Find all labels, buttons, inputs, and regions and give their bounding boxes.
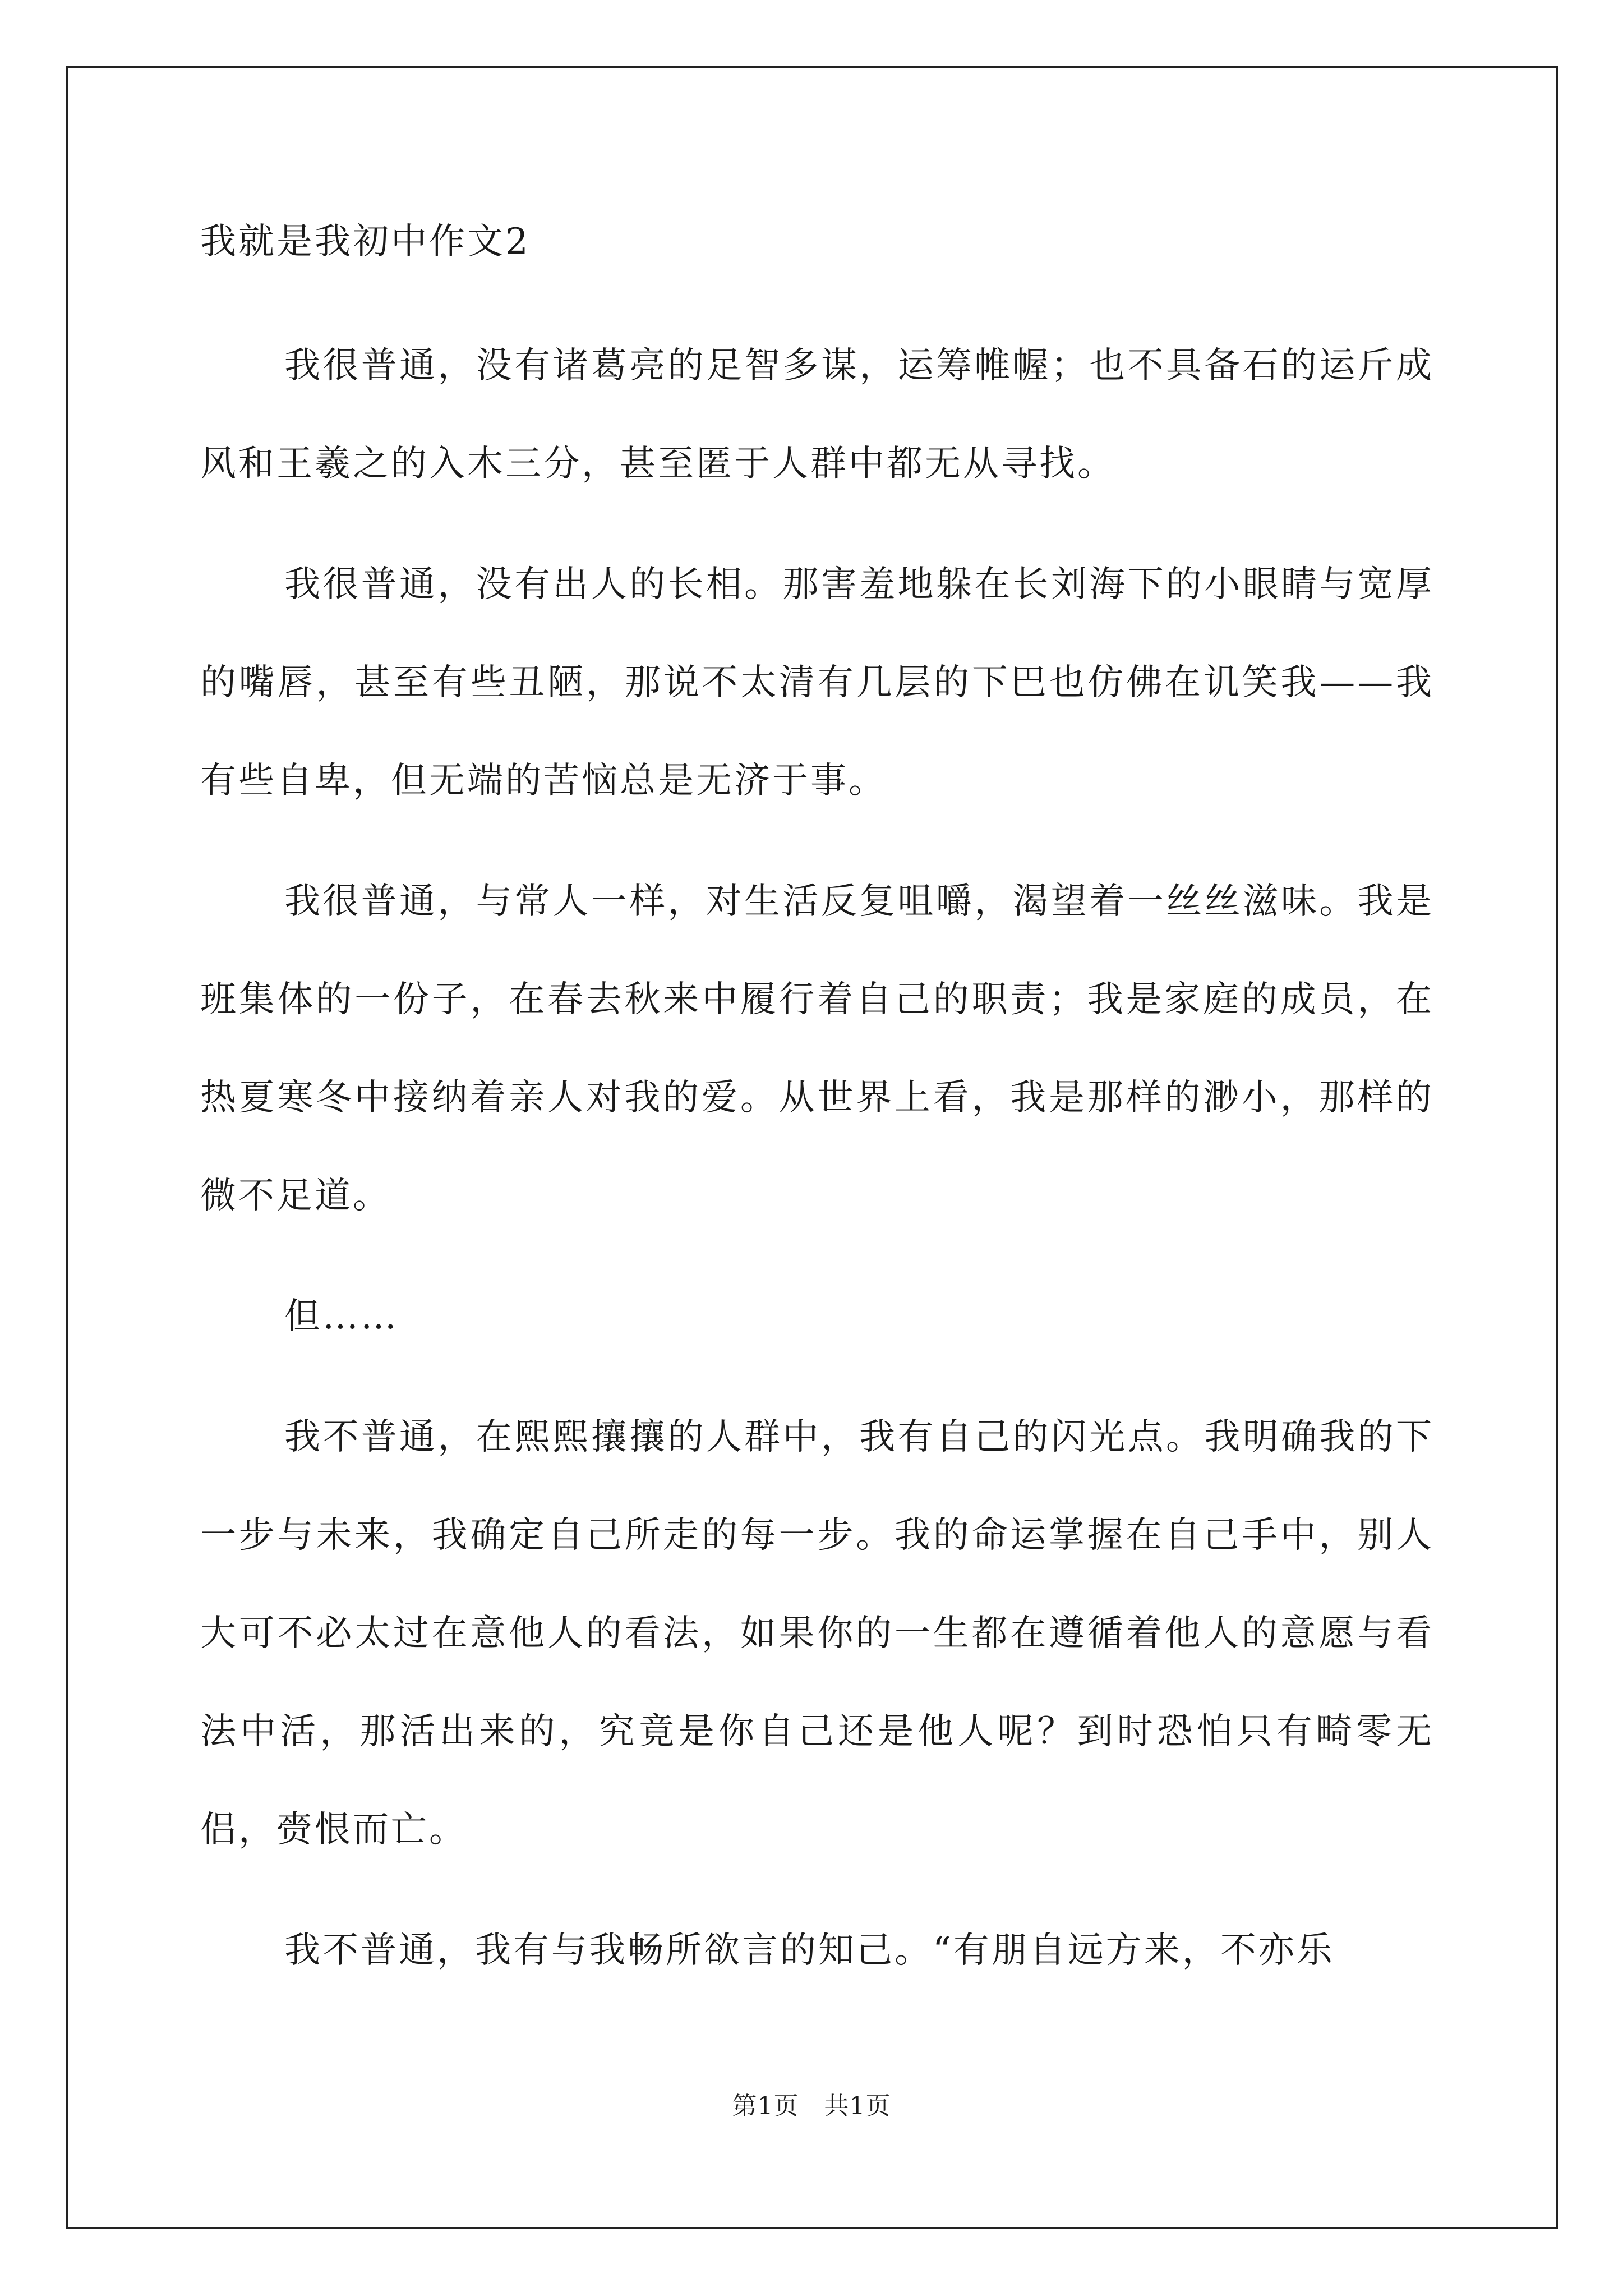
paragraph-block xyxy=(200,317,1434,513)
paragraph: 我不普通，我有与我畅所欲言的知己。“有朋自远方来，不亦乐 xyxy=(284,1930,1335,1971)
document-body xyxy=(200,222,1434,2022)
paragraph-block xyxy=(200,1902,1434,2000)
paragraph-block xyxy=(200,1268,1434,1366)
page-number-footer: 第1页 共1页 xyxy=(732,2092,891,2120)
paragraph: 我很普通，没有出人的长相。那害羞地躲在长刘海下的小眼睛与宽厚的嘴唇，甚至有些丑陋，那说不太清有几层的下巴也仿佛在讥笑我——我有些自卑，但无端的苦恼总是无济于事。 xyxy=(200,564,1434,802)
paragraph-block xyxy=(200,536,1434,830)
paragraph: 我不普通，在熙熙攘攘的人群中，我有自己的闪光点。我明确我的下一步与未来，我确定自己所走的每一步。我的命运掌握在自己手中，别人大可不必太过在意他人的看法，如果你的一生都在遵循着他人的意愿与看法中活，那活出来的，究竟是你自己还是他人呢？到时恐怕只有畸零无侣，赍恨而亡。 xyxy=(200,1416,1434,1851)
paragraph: 我很普通，没有诸葛亮的足智多谋，运筹帷幄；也不具备石的运斤成风和王羲之的入木三分，甚至匿于人群中都无从寻找。 xyxy=(200,345,1434,485)
document-title: 我就是我初中作文2 xyxy=(200,221,531,263)
paragraph-block xyxy=(200,1388,1434,1879)
paragraph-block xyxy=(200,853,1434,1245)
paragraph: 我很普通，与常人一样，对生活反复咀嚼，渴望着一丝丝滋味。我是班集体的一份子，在春去秋来中履行着自己的职责；我是家庭的成员，在热夏寒冬中接纳着亲人对我的爱。从世界上看，我是那样的渺小，那样的微不足道。 xyxy=(200,881,1434,1217)
paragraph: 但…… xyxy=(284,1296,399,1337)
